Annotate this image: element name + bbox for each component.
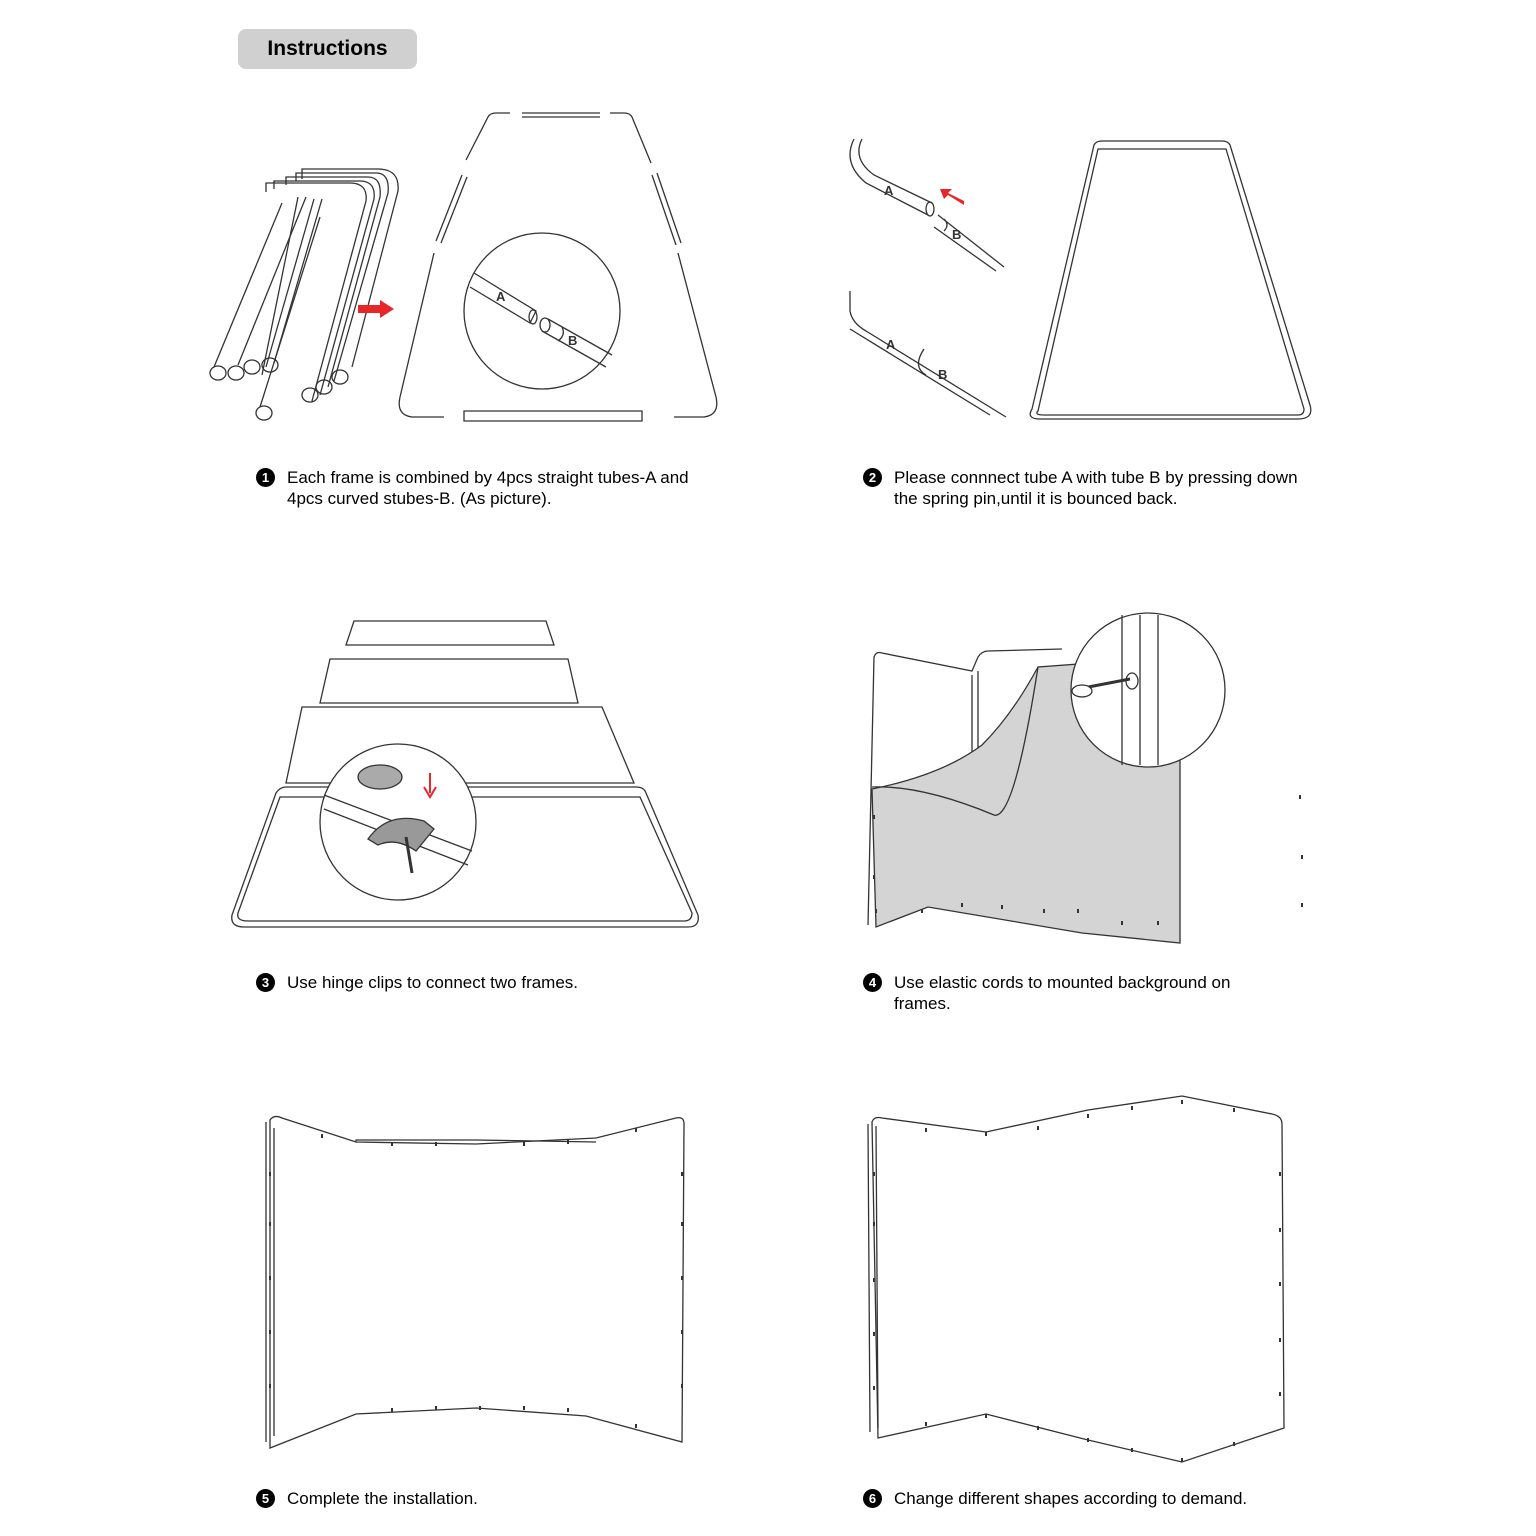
step-3-illustration: [228, 615, 703, 935]
step-1-illustration: [200, 105, 740, 435]
step-2-text-line-1: Please connnect tube A with tube B by pressing down: [894, 468, 1298, 487]
assembled-frame: [1030, 141, 1311, 419]
cord-zoom-circle: [1071, 613, 1225, 767]
tube-b-label: B: [568, 333, 578, 348]
tube-a-label-top: A: [884, 183, 894, 198]
direction-arrow: [358, 300, 394, 318]
stacked-frames: [232, 621, 699, 927]
page-title: Instructions: [267, 37, 388, 60]
step-5-text-line-1: Complete the installation.: [287, 1489, 478, 1508]
step-number-2: 2: [863, 468, 882, 487]
cord-markers: [874, 1100, 1280, 1462]
step-6-illustration: [862, 1092, 1292, 1470]
connector-zoom-circle: [464, 233, 620, 389]
step-5-caption: [256, 1488, 478, 1509]
tube-b-label-top: B: [952, 227, 962, 242]
completed-backdrop: [266, 1116, 684, 1448]
step-4-text-line-1: Use elastic cords to mounted background on: [894, 973, 1231, 992]
step-number-1: 1: [256, 468, 275, 487]
step-4-illustration: [862, 605, 1314, 950]
instructions-title-badge: [238, 29, 417, 69]
step-3-text-line-1: Use hinge clips to connect two frames.: [287, 973, 579, 992]
tube-bundle: [210, 169, 398, 420]
tube-a-label: A: [496, 289, 506, 304]
push-arrow: [940, 189, 964, 205]
step-2-text-line-2: the spring pin,until it is bounced back.: [894, 489, 1178, 508]
tube-a-label-bottom: A: [886, 337, 896, 352]
step-number-3: 3: [256, 973, 275, 992]
step-1-text-line-2: 4pcs curved stubes-B. (As picture).: [287, 489, 552, 508]
step-2-illustration: [848, 135, 1318, 430]
step-number-4: 4: [863, 973, 882, 992]
step-2-caption: [863, 467, 1298, 509]
step-4-text-line-2: frames.: [894, 994, 951, 1013]
step-5-illustration: [262, 1112, 692, 1457]
step-4-caption: [863, 972, 1230, 1014]
connector-detail-bottom: [850, 291, 1006, 417]
step-6-text-line-1: Change different shapes according to demand.: [894, 1489, 1248, 1508]
tube-b-label-bottom: B: [938, 367, 948, 382]
step-1-caption: [256, 467, 689, 509]
step-6-caption: [863, 1488, 1247, 1509]
step-1-text-line-1: Each frame is combined by 4pcs straight tubes-A and: [287, 468, 689, 487]
connector-detail-top: [850, 139, 1004, 271]
step-number-6: 6: [863, 1489, 882, 1508]
step-3-caption: [256, 972, 578, 993]
cord-markers: [270, 1128, 682, 1428]
step-number-5: 5: [256, 1489, 275, 1508]
zigzag-backdrop: [868, 1096, 1284, 1462]
hinge-clip-zoom-circle: [320, 744, 476, 900]
